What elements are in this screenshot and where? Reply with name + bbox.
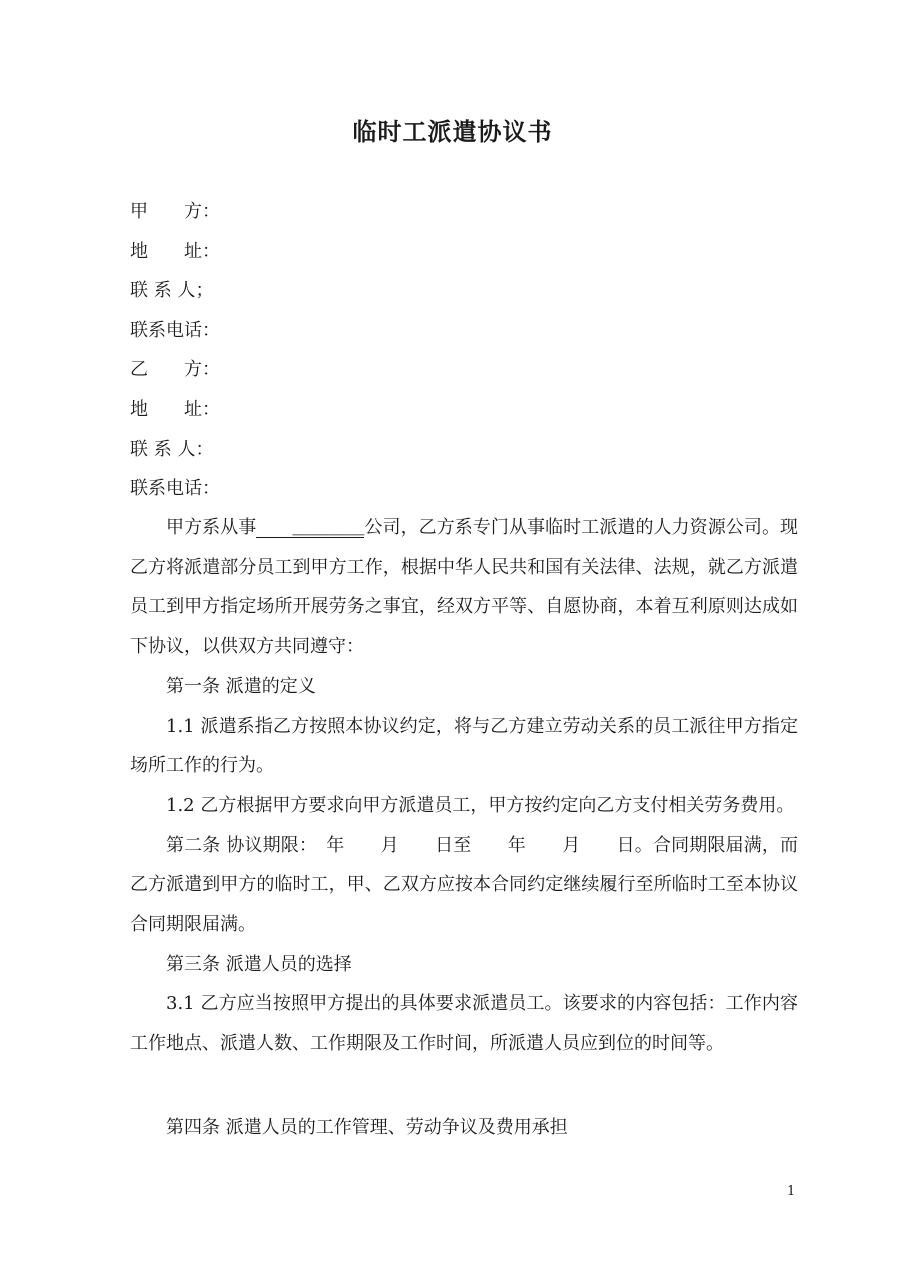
clause-1-2: 1.2 乙方根据甲方要求向甲方派遣员工，甲方按约定向乙方支付相关劳务费用。: [166, 794, 795, 816]
article-3-heading: 第三条 派遣人员的选择: [166, 953, 352, 975]
party-b-label: 乙 方：: [130, 359, 220, 381]
article-1-heading: 第一条 派遣的定义: [166, 675, 316, 697]
clause-3-1: 3.1 乙方应当按照甲方提出的具体要求派遣员工。该要求的内容包括：工作内容工作地点、派遣人数、工作期限及工作时间，所派遣人员应到位的时间等。: [130, 993, 798, 1055]
party-b-contact-label: 联 系 人：: [130, 438, 214, 460]
article-2-paragraph: 第二条 协议期限： 年 月 日至 年 月 日。合同期限届满，而乙方派遣到甲方的临时工，甲、乙双方应按本合同约定继续履行至所临时工至本协议合同期限届满。: [130, 834, 798, 936]
agreement-body: [130, 508, 798, 1148]
fill-in-blank: ＿＿＿＿: [256, 519, 364, 538]
intro-text-after: 公司，乙方系专门从事临时工派遣的人力资源公司。现乙方将派遣部分员工到甲方工作，根据中华人民共和国有关法律、法规，就乙方派遣员工到甲方指定场所开展劳务之事宜，经双方平等、自愿协商，本着互利原则达成如下协议，以供双方共同遵守：: [130, 517, 799, 658]
clause-1-1: 1.1 派遣系指乙方按照本协议约定，将与乙方建立劳动关系的员工派往甲方指定场所工作的行为。: [130, 715, 798, 777]
page-number: 1: [787, 1184, 796, 1199]
party-a-address-label: 地 址：: [130, 240, 220, 262]
party-a-contact-label: 联 系 人；: [130, 280, 214, 302]
section-gap: [130, 1064, 798, 1108]
party-info-block: [130, 198, 790, 515]
article-4-heading: 第四条 派遣人员的工作管理、劳动争议及费用承担: [166, 1116, 568, 1138]
party-a-phone-label: 联系电话：: [130, 319, 220, 341]
intro-text-before: 甲方系从事: [166, 517, 257, 538]
party-b-address-label: 地 址：: [130, 398, 220, 420]
intro-paragraph: [130, 508, 798, 667]
document-title: 临时工派遣协议书: [352, 117, 553, 146]
party-a-label: 甲 方：: [130, 201, 220, 222]
party-b-phone-label: 联系电话：: [130, 478, 220, 500]
